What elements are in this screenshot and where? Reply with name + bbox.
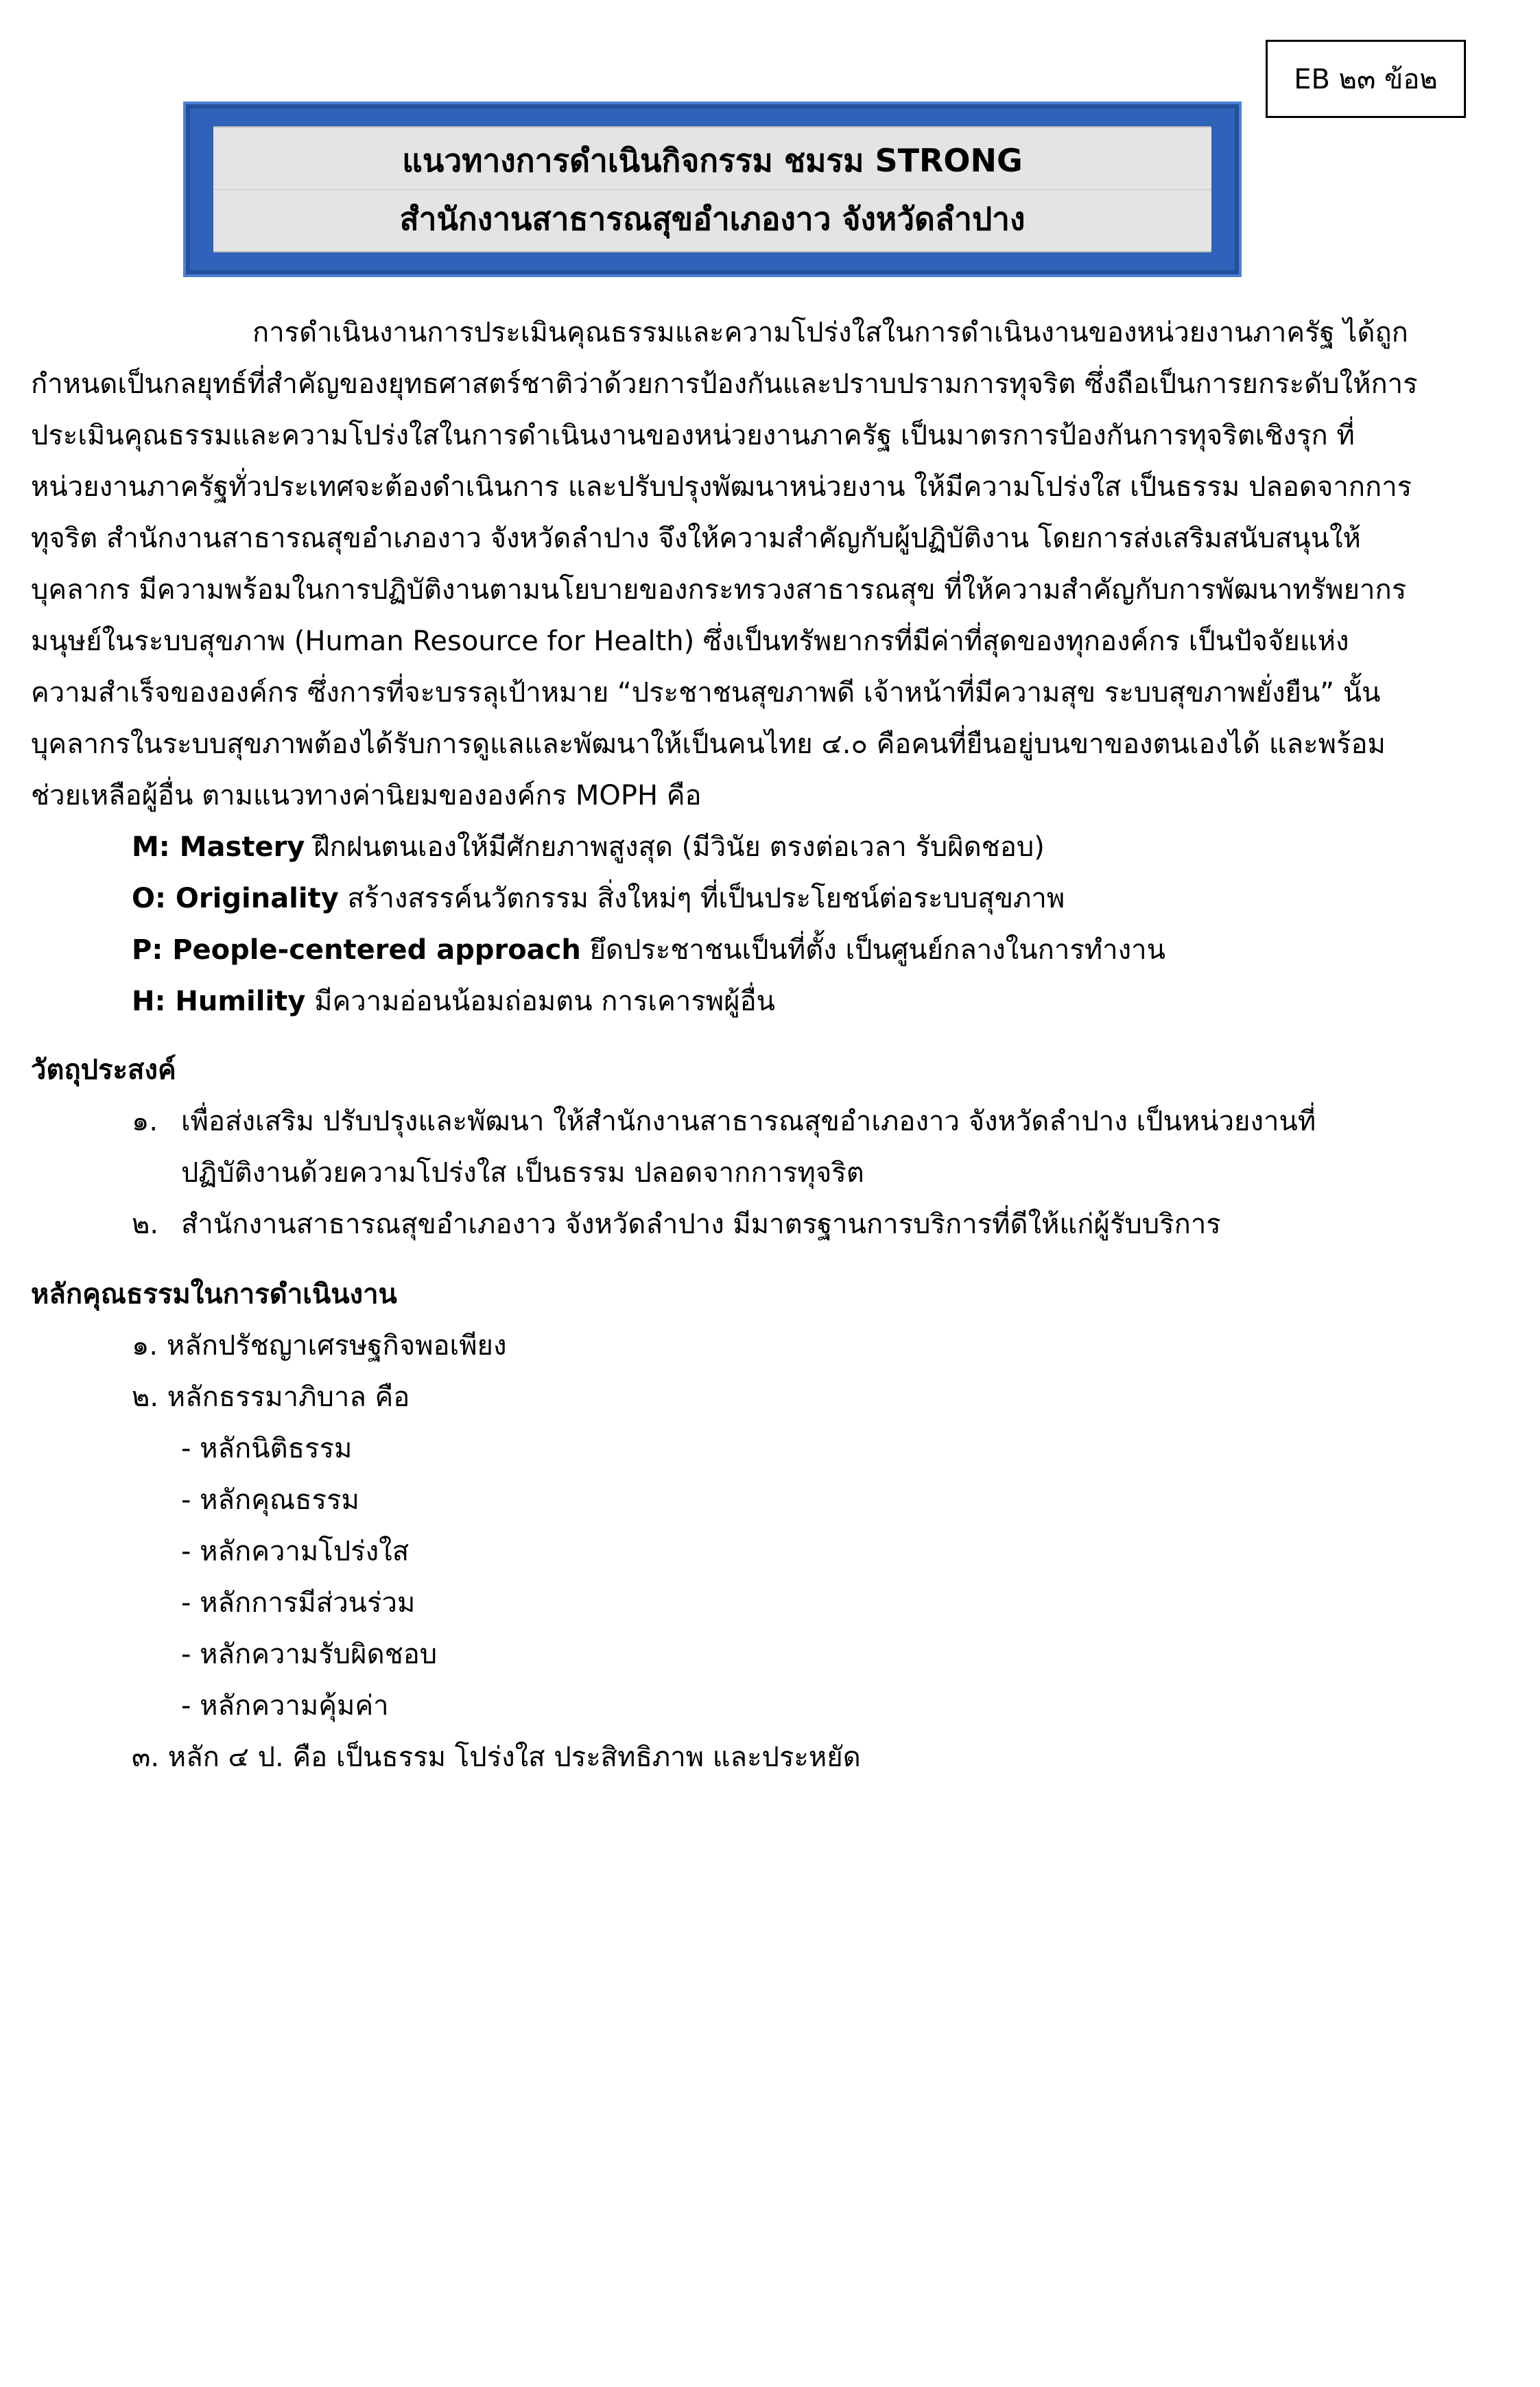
moph-values-list <box>132 822 1401 1028</box>
objective-text-line: ปฏิบัติงานด้วยความโปร่งใส เป็นธรรม ปลอดจากการทุจริต <box>181 1157 864 1189</box>
title-panel <box>213 126 1211 252</box>
principle-item: ๒. หลักธรรมาภิบาล คือ <box>132 1381 410 1413</box>
value-key: M: Mastery <box>132 831 305 863</box>
intro-line: ประเมินคุณธรรมและความโปร่งใสในการดำเนินงานของหน่วยงานภาครัฐ เป็นมาตรการป้องกันการทุจริตเชิงรุก ที่ <box>31 420 1355 451</box>
value-key: H: Humility <box>132 986 306 1017</box>
principle-item: ๑. หลักปรัชญาเศรษฐกิจพอเพียง <box>132 1330 507 1362</box>
objective-text <box>181 1096 1316 1199</box>
document-reference-box <box>1266 40 1466 118</box>
objectives-list <box>132 1096 1435 1250</box>
value-item-originality <box>132 873 1401 925</box>
value-key: O: Originality <box>132 883 339 914</box>
intro-line: การดำเนินงานการประเมินคุณธรรมและความโปร่งใสในการดำเนินงานของหน่วยงานภาครัฐ ได้ถูก <box>252 317 1408 348</box>
principle-sub-item: - หลักคุณธรรม <box>181 1484 359 1516</box>
objective-number: ๑. <box>132 1106 158 1137</box>
intro-line: มนุษย์ในระบบสุขภาพ (Human Resource for Health) ซึ่งเป็นทรัพยากรที่มีค่าที่สุดของทุกองค์กร เป็นปัจจัยแห่ง <box>31 626 1349 657</box>
value-item-humility <box>132 976 1401 1028</box>
principles-list <box>132 1320 1435 1783</box>
objective-text-line: เพื่อส่งเสริม ปรับปรุงและพัฒนา ให้สำนักงานสาธารณสุขอำเภองาว จังหวัดลำปาง เป็นหน่วยงานที่ <box>181 1106 1316 1137</box>
value-item-people-centered <box>132 925 1401 976</box>
value-key: P: People-centered approach <box>132 934 581 966</box>
objective-item <box>132 1096 1435 1199</box>
principle-sub-item: - หลักความคุ้มค่า <box>181 1690 389 1722</box>
value-description: ฝึกฝนตนเองให้มีศักยภาพสูงสุด (มีวินัย ตรงต่อเวลา รับผิดชอบ) <box>305 831 1045 863</box>
intro-line: บุคลากร มีความพร้อมในการปฏิบัติงานตามนโยบายของกระทรวงสาธารณสุข ที่ให้ความสำคัญกับการพัฒนาทรัพยากร <box>31 574 1407 606</box>
objective-item <box>132 1199 1435 1250</box>
title-line-1: แนวทางการดำเนินกิจกรรม ชมรม STRONG <box>402 141 1023 179</box>
principles-heading: หลักคุณธรรมในการดำเนินงาน <box>31 1279 397 1310</box>
document-reference: EB ๒๓ ข้อ๒ <box>1294 64 1438 95</box>
title-line-2: สำนักงานสาธารณสุขอำเภองาว จังหวัดลำปาง <box>399 200 1026 237</box>
principle-sub-item: - หลักความรับผิดชอบ <box>181 1639 438 1670</box>
intro-paragraph <box>31 307 1434 822</box>
principle-sub-item: - หลักนิติธรรม <box>181 1433 353 1464</box>
intro-line: ความสำเร็จขององค์กร ซึ่งการที่จะบรรลุเป้าหมาย “ประชาชนสุขภาพดี เจ้าหน้าที่มีความสุข ระบบสุขภาพยั่งยืน” นั้น <box>31 677 1381 709</box>
value-description: ยึดประชาชนเป็นที่ตั้ง เป็นศูนย์กลางในการทำงาน <box>580 934 1165 966</box>
intro-line: ทุจริต สำนักงานสาธารณสุขอำเภองาว จังหวัดลำปาง จึงให้ความสำคัญกับผู้ปฏิบัติงาน โดยการส่งเสริมสนับสนุนให้ <box>31 523 1361 554</box>
objective-number: ๒. <box>132 1209 159 1240</box>
intro-line: หน่วยงานภาครัฐทั่วประเทศจะต้องดำเนินการ และปรับปรุงพัฒนาหน่วยงาน ให้มีความโปร่งใส เป็นธรรม ปลอดจากการ <box>31 471 1412 503</box>
objective-text <box>181 1199 1221 1250</box>
value-item-mastery <box>132 822 1401 873</box>
title-banner <box>183 102 1242 277</box>
objective-text-line: สำนักงานสาธารณสุขอำเภองาว จังหวัดลำปาง มีมาตรฐานการบริการที่ดีให้แก่ผู้รับบริการ <box>181 1209 1221 1240</box>
intro-line: กำหนดเป็นกลยุทธ์ที่สำคัญของยุทธศาสตร์ชาติว่าด้วยการป้องกันและปราบปรามการทุจริต ซึ่งถือเป็นการยกระดับให้การ <box>31 368 1418 400</box>
value-description: สร้างสรรค์นวัตกรรม สิ่งใหม่ๆ ที่เป็นประโยชน์ต่อระบบสุขภาพ <box>338 883 1065 914</box>
intro-line: ช่วยเหลือผู้อื่น ตามแนวทางค่านิยมขององค์กร MOPH คือ <box>31 780 702 811</box>
value-description: มีความอ่อนน้อมถ่อมตน การเคารพผู้อื่น <box>305 986 775 1017</box>
intro-line: บุคลากรในระบบสุขภาพต้องได้รับการดูแลและพัฒนาให้เป็นคนไทย ๔.๐ คือคนที่ยืนอยู่บนขาของตนเองได้ และพร้อม <box>31 728 1386 760</box>
principle-item: ๓. หลัก ๔ ป. คือ เป็นธรรม โปร่งใส ประสิทธิภาพ และประหยัด <box>132 1742 861 1773</box>
objectives-heading: วัตถุประสงค์ <box>31 1054 176 1086</box>
principle-sub-item: - หลักความโปร่งใส <box>181 1536 410 1567</box>
principle-sub-item: - หลักการมีส่วนร่วม <box>181 1587 416 1619</box>
